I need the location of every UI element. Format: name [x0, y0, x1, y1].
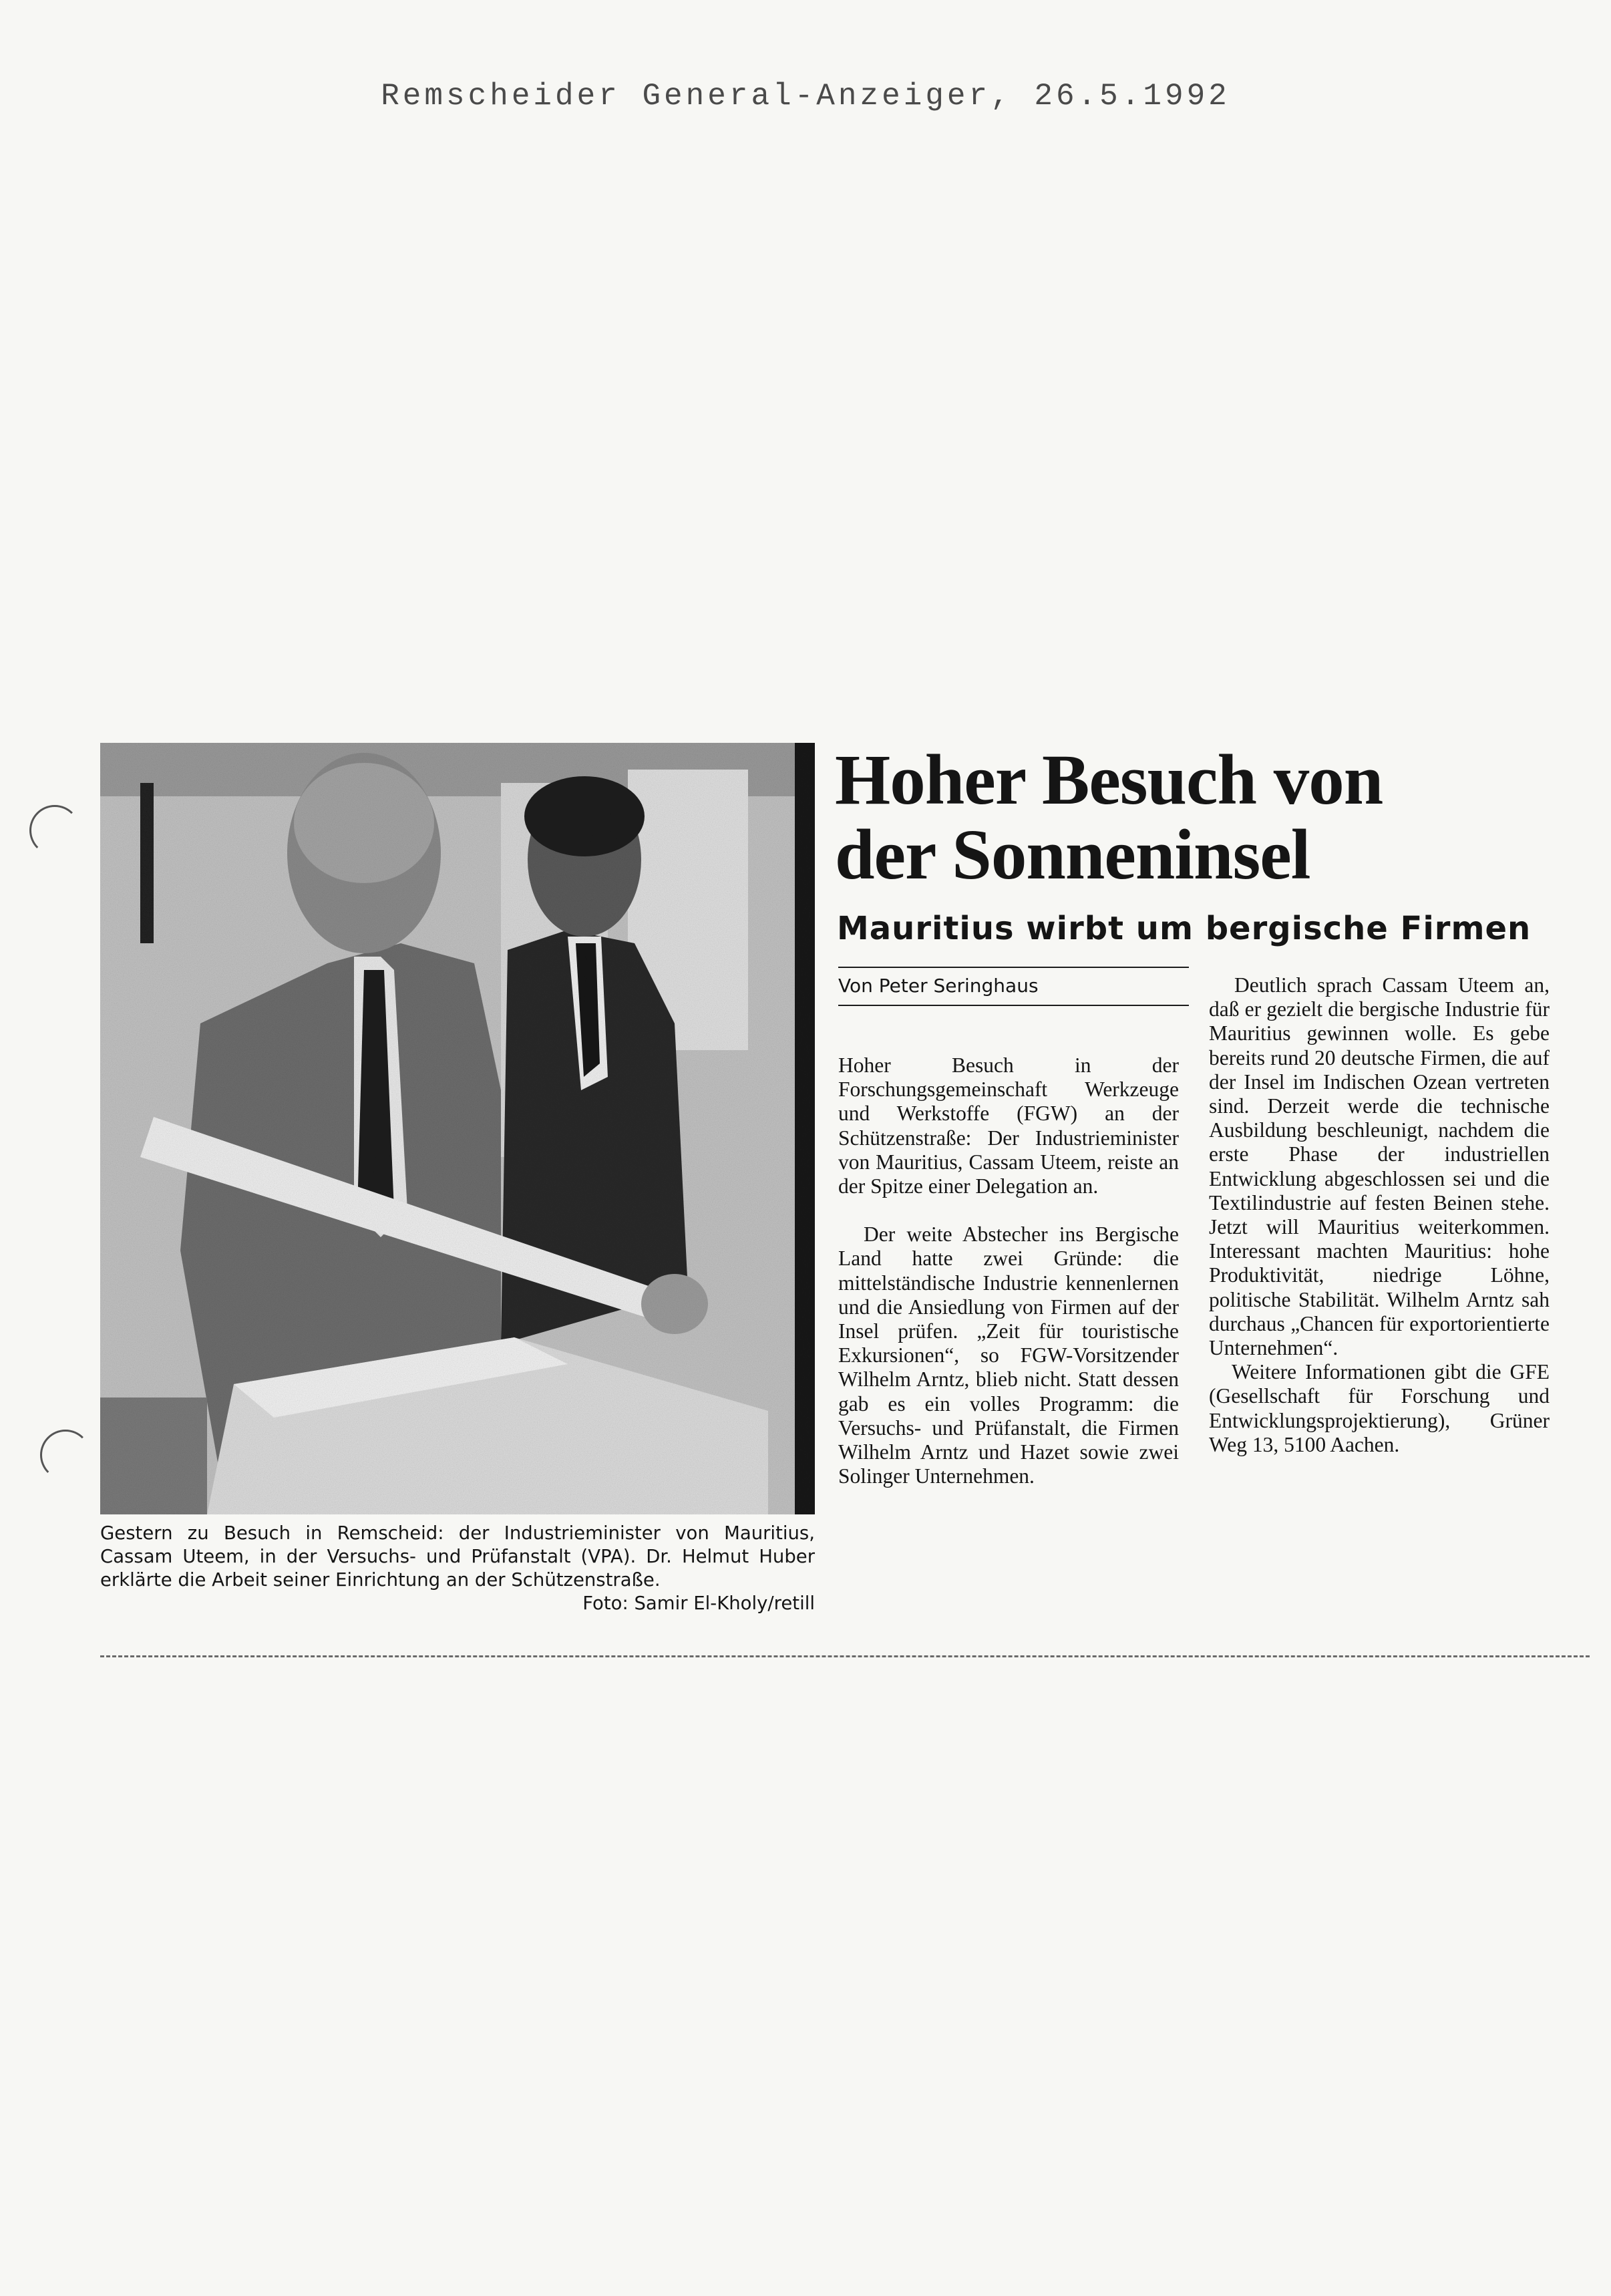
article-column-2: [1209, 973, 1550, 1457]
article-photo: [100, 743, 815, 1514]
headline-line-2: der Sonneninsel: [835, 816, 1310, 894]
article-paragraph: Hoher Besuch in der Forschungsgemeinschaft Werkzeuge und Werkstoffe (FGW) an der Schützenstraße: Der Industrieminister von Mauritius, Cassam Uteem, reiste an der Spitze einer Delegation an.: [838, 1053, 1179, 1198]
byline-rule-bottom: [838, 1005, 1189, 1006]
article-paragraph: Der weite Abstecher ins Bergische Land hatte zwei Gründe: die mittelständische Industrie kennenlernen und die Ansiedlung von Firmen auf der Insel prüfen. „Zeit für touristische Exkursionen“, so FGW-Vorsitzender Wilhelm Arntz, blieb nicht. Statt dessen gab es ein volles Programm: die Versuchs- und Prüfanstalt, die Firmen Wilhelm Arntz und Hazet sowie zwei Solinger Unternehmen.: [838, 1222, 1179, 1488]
photo-caption: [100, 1522, 815, 1615]
newspaper-source-line: Remscheider General-Anzeiger, 26.5.1992: [381, 79, 1230, 114]
punch-hole-mark: [40, 1430, 91, 1480]
byline: Von Peter Seringhaus: [838, 975, 1039, 997]
clipping-bottom-rule: [100, 1655, 1590, 1657]
newspaper-clipping: [100, 743, 1590, 1658]
article-paragraph: Weitere Informationen gibt die GFE (Gesellschaft für Forschung und Entwicklungsprojektierung), Grüner Weg 13, 5100 Aachen.: [1209, 1360, 1550, 1456]
photo-of-two-men-at-box: [100, 743, 815, 1514]
punch-hole-mark: [29, 805, 80, 856]
caption-text: Gestern zu Besuch in Remscheid: der Industrieminister von Mauritius, Cassam Uteem, in der Versuchs- und Prüfanstalt (VPA). Dr. Helmut Huber erklärte die Arbeit seiner Einrichtung an der Schützenstraße.: [100, 1522, 815, 1591]
subheadline: Mauritius wirbt um bergische Firmen: [837, 910, 1532, 947]
article-column-1: [838, 1053, 1179, 1488]
photo-credit: Foto: Samir El-Kholy/retill: [582, 1593, 815, 1614]
headline-line-1: Hoher Besuch von: [835, 741, 1383, 820]
headline: [835, 743, 1583, 892]
article-paragraph: Deutlich sprach Cassam Uteem an, daß er gezielt die bergische Industrie für Mauritius gewinnen wolle. Es gebe bereits rund 20 deutsche Firmen, die auf der Insel im Indischen Ozean vertreten sind. Derzeit werde die technische Ausbildung beschleunigt, nachdem die erste Phase der industriellen Entwicklung abgeschlossen sei und die Textilindustrie auf festen Beinen stehe. Jetzt will Mauritius weiterkommen. Interessant machten Mauritius: hohe Produktivität, niedrige Löhne, politische Stabilität. Wilhelm Arntz sah durchaus „Chancen für exportorientierte Unternehmen“.: [1209, 973, 1550, 1360]
byline-rule-top: [838, 967, 1189, 968]
